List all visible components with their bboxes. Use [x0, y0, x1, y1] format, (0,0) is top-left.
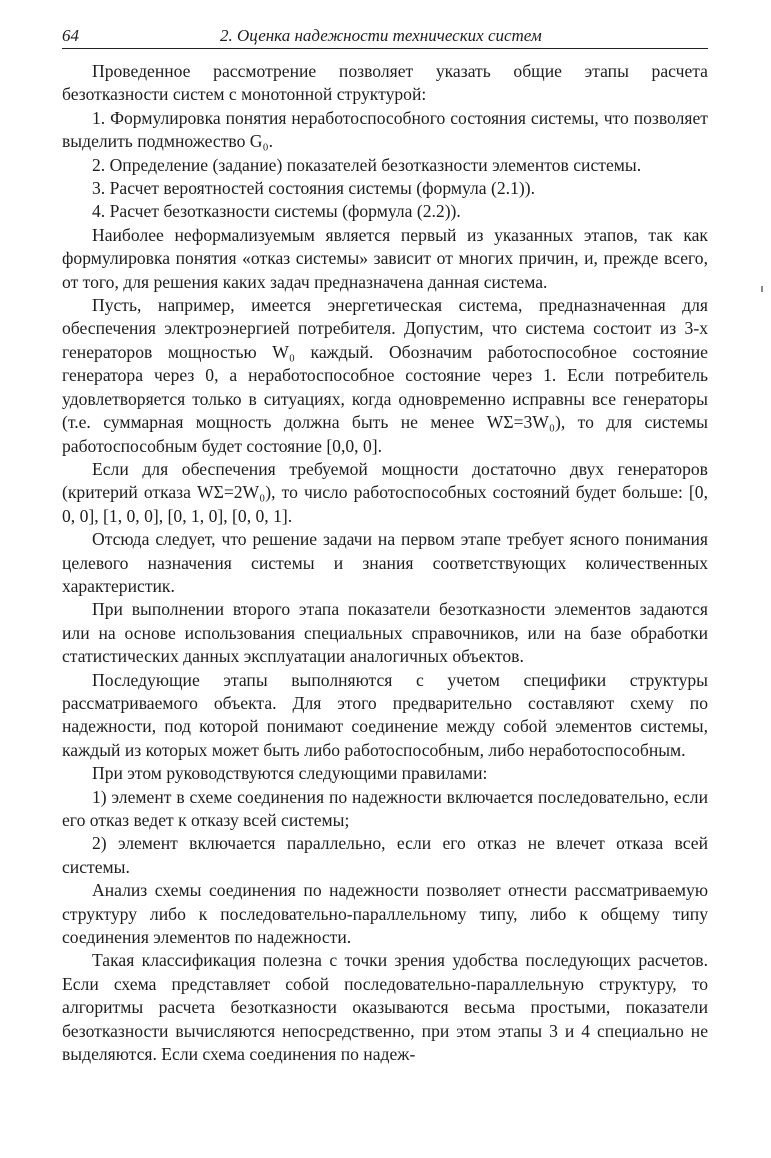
paragraph: При выполнении второго этапа показатели безотказности элементов задаются или на основе использования специальных справочников, или на базе обработки статистических данных эксплуатации аналогичных объектов. [62, 599, 708, 667]
paragraph: Если для обеспечения требуемой мощности достаточно двух генераторов (критерий отказа WΣ=2W₀), то число работоспособных состояний будет больше: [0, 0, 0], [1, 0, 0], [0, 1, 0], [0, 0, 1]. [62, 458, 708, 526]
paragraph: Такая классификация полезна с точки зрения удобства последующих расчетов. Если схема представляет собой последовательно-параллельную структуру, то алгоритмы расчета безотказности оказываются весьма простыми, показатели безотказности вычисляются непосредственно, при этом этапы 3 и 4 специально не выделяются. Если схема соединения по надеж- [62, 950, 708, 1065]
paragraph: Последующие этапы выполняются с учетом специфики структуры рассматриваемого объекта. Для этого предварительно составляют схему по надежности, под которой понимают соединение между собой элементов системы, каждый из которых может быть либо работоспособным, либо неработоспособным. [62, 669, 708, 760]
list-item-rule-2: 2) элемент включается параллельно, если его отказ не влечет отказа всей системы. [62, 833, 708, 877]
page-number: 64 [62, 26, 79, 45]
paragraph: Наиболее неформализуемым является первый из указанных этапов, так как формулировка понятия «отказ системы» зависит от многих причин, и, прежде всего, от того, для решения каких задач предназначена данная система. [62, 224, 708, 292]
paragraph: Анализ схемы соединения по надежности позволяет отнести рассматриваемую структуру либо к последовательно-параллельному типу, либо к общему типу соединения элементов по надежности. [62, 880, 708, 948]
paragraph: Проведенное рассмотрение позволяет указать общие этапы расчета безотказности систем с монотонной структурой: [62, 61, 708, 105]
body-text [62, 60, 708, 1066]
running-header [62, 26, 708, 49]
scan-edge-mark [761, 286, 763, 292]
list-item-step-4: 4. Расчет безотказности системы (формула (2.2)). [92, 201, 461, 222]
paragraph: При этом руководствуются следующими правилами: [92, 763, 488, 784]
list-item-step-3: 3. Расчет вероятностей состояния системы (формула (2.1)). [92, 178, 535, 199]
running-title: 2. Оценка надежности технических систем [220, 26, 542, 45]
list-item-step-2: 2. Определение (задание) показателей безотказности элементов системы. [92, 154, 642, 175]
paragraph: Пусть, например, имеется энергетическая система, предназначенная для обеспечения электроэнергией потребителя. Допустим, что система состоит из 3-х генераторов мощностью W₀ каждый. Обозначим работоспособное состояние генератора через 0, а неработоспособное состояние через 1. Если потребитель удовлетворяется только в ситуациях, когда одновременно исправны все генераторы (т.е. суммарная мощность должна быть не менее WΣ=3W₀), то для системы работоспособным будет состояние [0,0, 0]. [62, 295, 708, 456]
paragraph: Отсюда следует, что решение задачи на первом этапе требует ясного понимания целевого назначения системы и знания соответствующих количественных характеристик. [62, 529, 708, 596]
list-item-step-1: 1. Формулировка понятия неработоспособного состояния системы, что позволяет выделить подмножество G₀. [62, 107, 708, 152]
list-item-rule-1: 1) элемент в схеме соединения по надежности включается последовательно, если его отказ ведет к отказу всей системы; [62, 786, 708, 830]
